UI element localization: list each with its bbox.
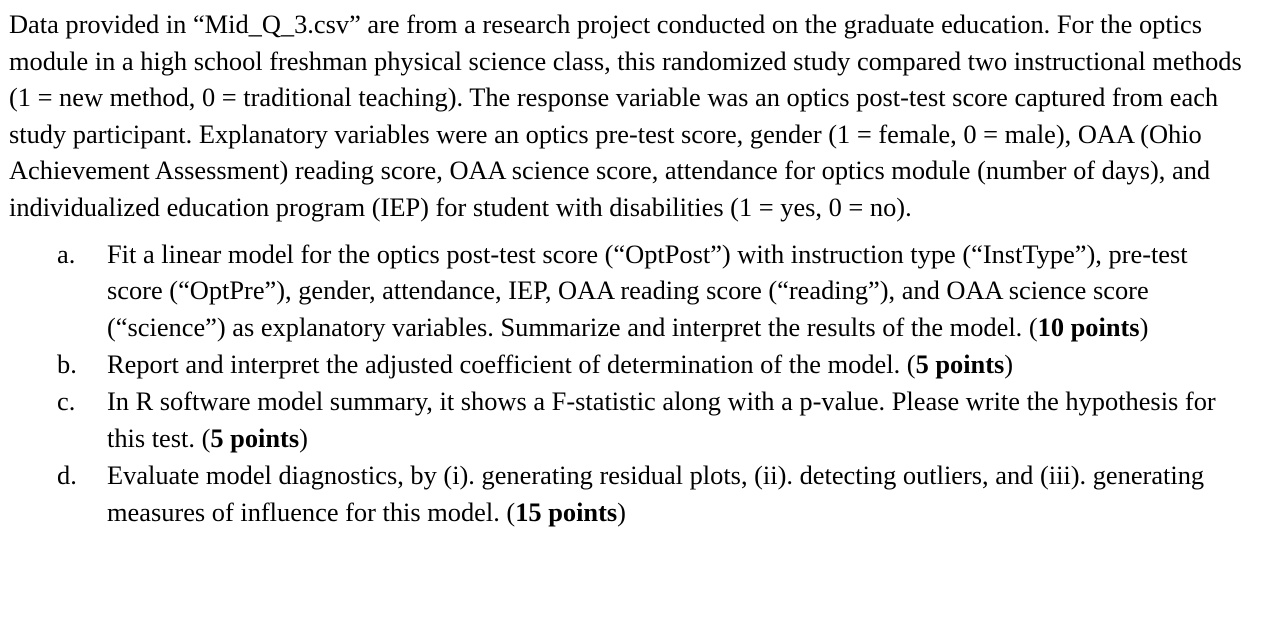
question-close: ): [617, 496, 626, 527]
question-points: 15 points: [515, 496, 618, 527]
question-close: ): [1004, 349, 1014, 380]
question-letter: d.: [57, 460, 77, 490]
question-close: ): [299, 423, 308, 454]
question-text: [107, 346, 1264, 383]
question-letter: b.: [57, 349, 77, 380]
question-text: [107, 383, 1264, 457]
question-points: 5 points: [210, 423, 300, 454]
intro-paragraph: Data provided in “Mid_Q_3.csv” are from a research project conducted on the graduate education. For the optics module in a high school freshman physical science class, this randomized study compared two instructional methods (1 = new method, 0 = traditional teaching). The response variable was an optics post-test score captured from each study participant. Explanatory variables were an optics pre-test score, gender (1 = female, 0 = male), OAA (Ohio Achievement Assessment) reading score, OAA science score, attendance for optics module (number of days), and individualized education program (IEP) for student with disabilities (1 = yes, 0 = no).: [9, 9, 1242, 222]
question-c: [9, 383, 1264, 457]
question-letter: a.: [57, 238, 76, 269]
question-points: 5 points: [915, 349, 1005, 380]
question-body: In R software model summary, it shows a F-statistic along with a p-value. Please write the hypothesis for this test. (: [107, 386, 1216, 454]
question-a: [9, 236, 1264, 347]
question-text: [107, 236, 1264, 347]
question-close: ): [1139, 312, 1149, 343]
question-body: Evaluate model diagnostics, by (i). generating residual plots, (ii). detecting outliers, and (iii). generating measures of influence for this model. (: [107, 460, 1205, 527]
question-points: 10 points: [1037, 312, 1140, 343]
question-text: [107, 457, 1264, 531]
question-list: [9, 236, 1264, 531]
question-d: [9, 457, 1264, 531]
question-letter: c.: [57, 386, 76, 417]
question-b: [9, 346, 1264, 383]
question-body: Fit a linear model for the optics post-test score (“OptPost”) with instruction type (“InstType”), pre-test score (“OptPre”), gender, attendance, IEP, OAA reading score (“reading”), and OAA science score (“science”) as explanatory variables. Summarize and interpret the results of the model. (: [107, 238, 1188, 343]
question-body: Report and interpret the adjusted coefficient of determination of the model. (: [107, 349, 916, 380]
